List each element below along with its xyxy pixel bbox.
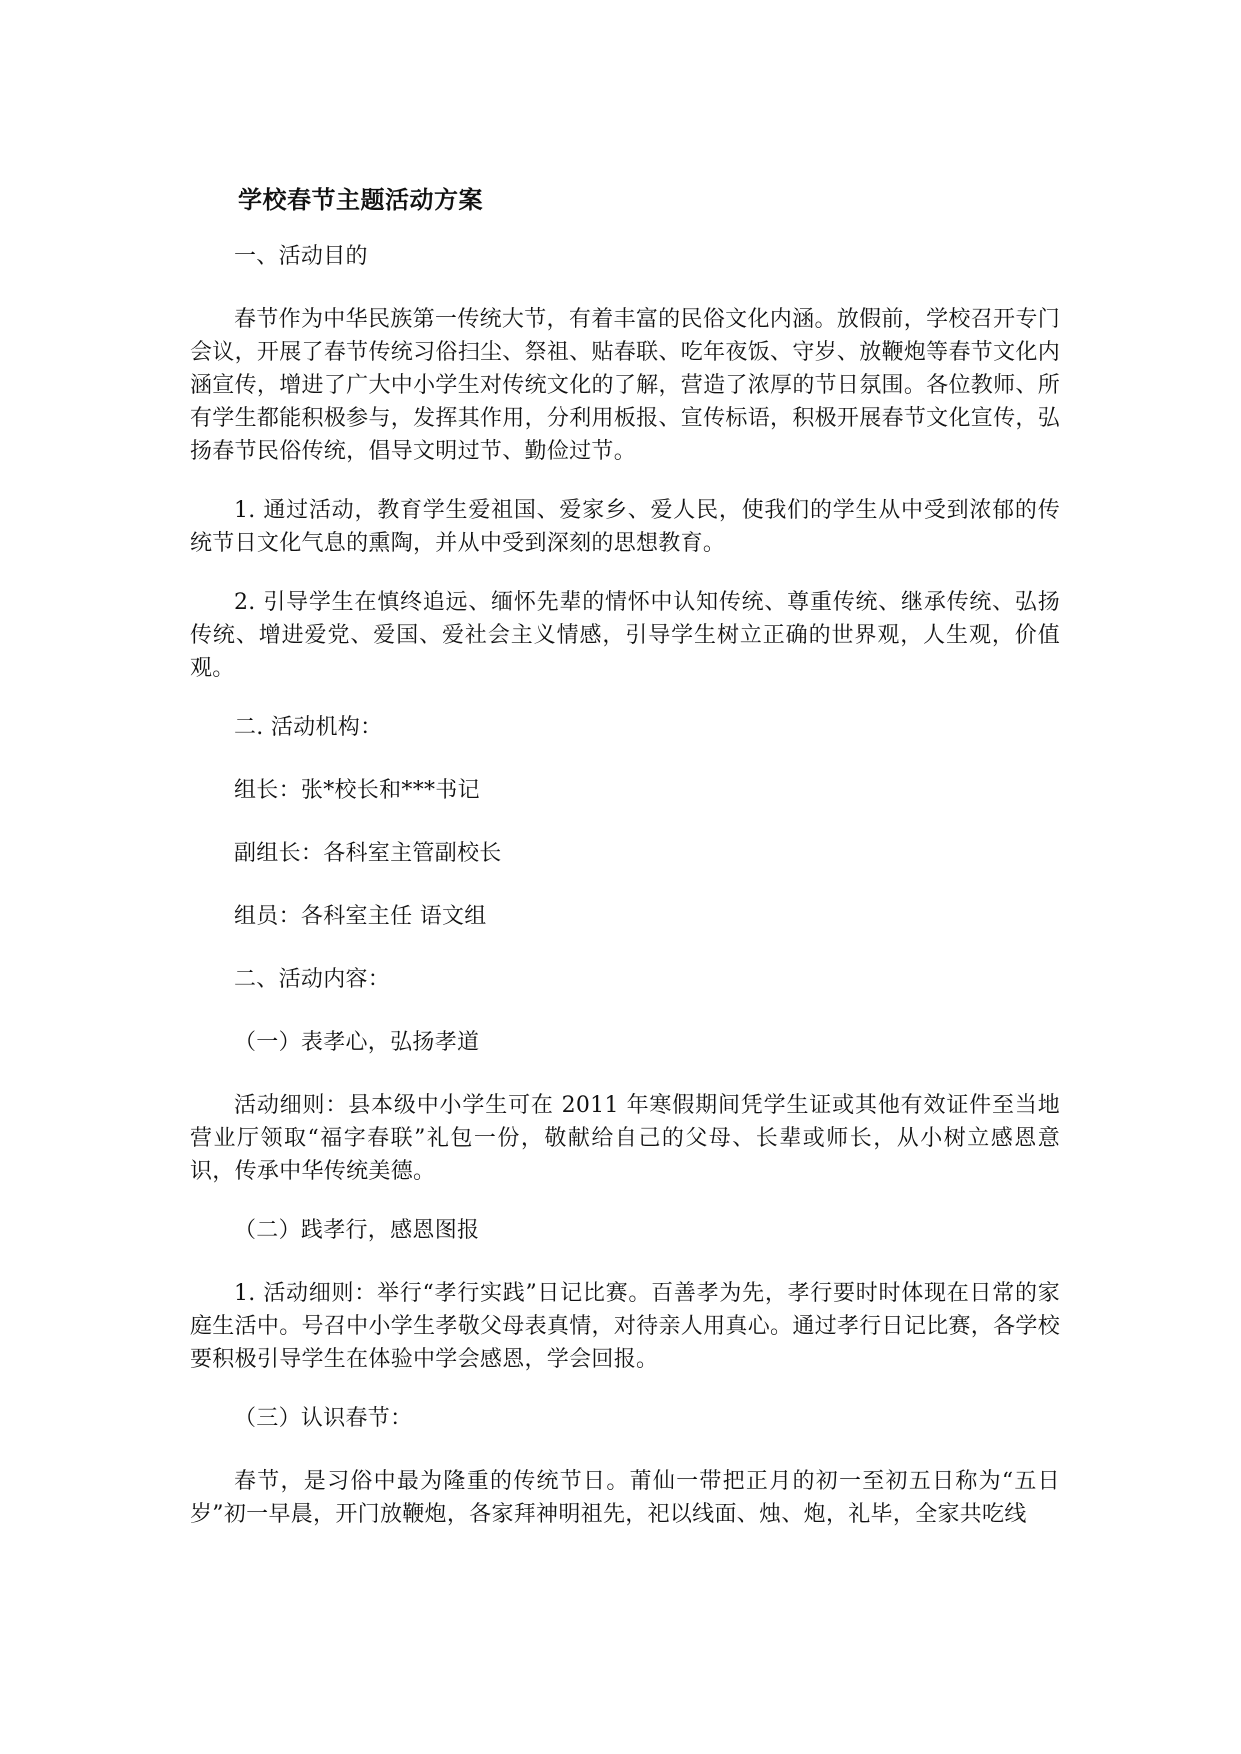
paragraph-filial-action-rules: 1. 活动细则：举行“孝行实践”日记比赛。百善孝为先，孝行要时时体现在日常的家庭生活中。号召中小学生孝敬父母表真情，对待亲人用真心。通过孝行日记比赛，各学校要积极引导学生在体验中学会感恩，学会回报。 (190, 1281, 1060, 1372)
paragraph-filial-heart-rules: 活动细则：县本级中小学生可在 2011 年寒假期间凭学生证或其他有效证件至当地营业厅领取“福字春联”礼包一份，敬献给自己的父母、长辈或师长，从小树立感恩意识，传承中华传统美德。 (190, 1093, 1060, 1184)
deputy-leader-line: 副组长：各科室主管副校长 (234, 841, 502, 866)
subsection-heading-know-spring-festival: （三）认识春节： (234, 1406, 413, 1431)
group-leader-line: 组长：张*校长和***书记 (234, 778, 480, 803)
document-title: 学校春节主题活动方案 (238, 185, 483, 214)
section-heading-content: 二、活动内容： (234, 967, 391, 992)
subsection-heading-filial-heart: （一）表孝心，弘扬孝道 (234, 1030, 480, 1055)
paragraph-goal-1: 1. 通过活动，教育学生爱祖国、爱家乡、爱人民，使我们的学生从中受到浓郁的传统节日文化气息的熏陶，并从中受到深刻的思想教育。 (190, 498, 1060, 556)
section-heading-organization: 二. 活动机构： (234, 715, 383, 740)
section-heading-purpose: 一、活动目的 (234, 244, 368, 269)
paragraph-goal-2: 2. 引导学生在慎终追远、缅怀先辈的情怀中认知传统、尊重传统、继承传统、弘扬传统、增进爱党、爱国、爱社会主义情感，引导学生树立正确的世界观，人生观，价值观。 (190, 590, 1060, 681)
paragraph-spring-festival-intro: 春节作为中华民族第一传统大节，有着丰富的民俗文化内涵。放假前，学校召开专门会议，开展了春节传统习俗扫尘、祭祖、贴春联、吃年夜饭、守岁、放鞭炮等春节文化内涵宣传，增进了广大中小学生对传统文化的了解，营造了浓厚的节日氛围。各位教师、所有学生都能积极参与，发挥其作用，分利用板报、宣传标语，积极开展春节文化宣传，弘扬春节民俗传统，倡导文明过节、勤俭过节。 (190, 307, 1060, 464)
paragraph-spring-festival-customs: 春节，是习俗中最为隆重的传统节日。莆仙一带把正月的初一至初五日称为“五日岁”初一早晨，开门放鞭炮，各家拜神明祖先，祀以线面、烛、炮，礼毕，全家共吃线 (190, 1469, 1060, 1527)
document-body (190, 180, 1060, 1557)
members-line: 组员：各科室主任 语文组 (234, 904, 487, 929)
subsection-heading-filial-action: （二）践孝行，感恩图报 (234, 1218, 480, 1243)
